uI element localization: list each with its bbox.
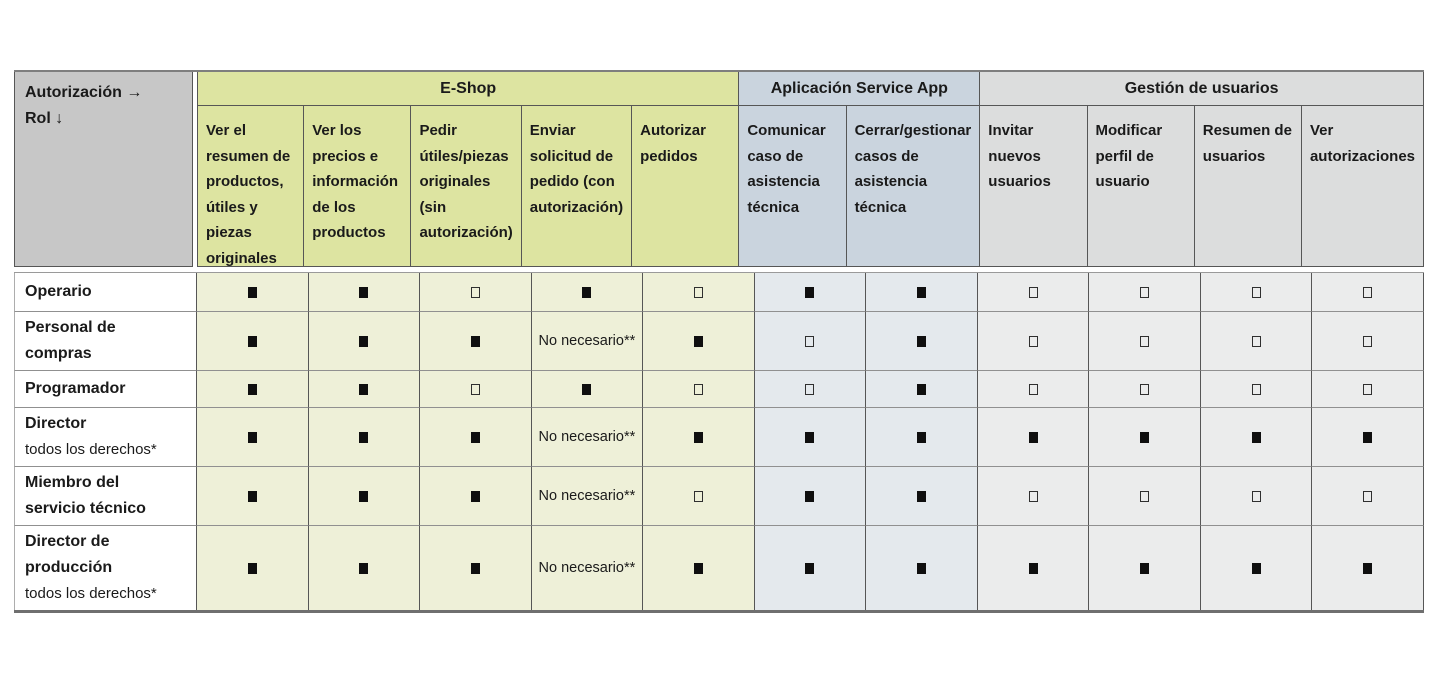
empty-checkbox-icon xyxy=(805,336,814,347)
empty-checkbox-icon xyxy=(1029,336,1038,347)
row-label-line: servicio técnico xyxy=(25,500,146,517)
corner-header-line: Rol ↓ xyxy=(25,110,64,127)
filled-checkbox-icon xyxy=(917,563,926,574)
matrix-cell xyxy=(866,408,978,467)
filled-checkbox-icon xyxy=(1252,432,1261,443)
matrix-cell xyxy=(1201,408,1313,467)
matrix-cell xyxy=(197,467,309,526)
empty-checkbox-icon xyxy=(1363,287,1372,298)
matrix-cell xyxy=(420,526,532,610)
matrix-cell xyxy=(866,273,978,312)
matrix-cell xyxy=(978,526,1090,610)
filled-checkbox-icon xyxy=(359,384,368,395)
row-label-line: Programador xyxy=(25,380,126,397)
matrix-cell xyxy=(309,273,421,312)
matrix-cell xyxy=(532,273,644,312)
empty-checkbox-icon xyxy=(1363,491,1372,502)
matrix-cell xyxy=(420,408,532,467)
matrix-cell xyxy=(1089,273,1201,312)
filled-checkbox-icon xyxy=(917,287,926,298)
filled-checkbox-icon xyxy=(1029,563,1038,574)
matrix-cell xyxy=(1089,408,1201,467)
matrix-cell xyxy=(532,467,644,526)
matrix-cell xyxy=(755,273,867,312)
matrix-cell xyxy=(532,312,644,371)
matrix-cell xyxy=(643,526,755,610)
filled-checkbox-icon xyxy=(471,432,480,443)
matrix-cell xyxy=(755,467,867,526)
matrix-cell xyxy=(866,312,978,371)
filled-checkbox-icon xyxy=(248,384,257,395)
filled-checkbox-icon xyxy=(248,287,257,298)
matrix-cell xyxy=(978,273,1090,312)
column-header: Modificar perfil de usuario xyxy=(1088,106,1195,267)
column-header: Cerrar/gestionar casos de asistencia técnica xyxy=(847,106,981,267)
empty-checkbox-icon xyxy=(1029,491,1038,502)
column-header: Resumen de usuarios xyxy=(1195,106,1302,267)
matrix-cell xyxy=(197,408,309,467)
empty-checkbox-icon xyxy=(471,384,480,395)
matrix-cell xyxy=(643,273,755,312)
matrix-cell xyxy=(643,408,755,467)
empty-checkbox-icon xyxy=(1252,384,1261,395)
table-body xyxy=(14,272,1424,613)
matrix-cell xyxy=(1201,273,1313,312)
matrix-cell xyxy=(197,371,309,408)
filled-checkbox-icon xyxy=(694,432,703,443)
not-necessary-text: No necesario** xyxy=(538,559,636,576)
not-necessary-text: No necesario** xyxy=(538,428,636,445)
row-label-line: Director xyxy=(25,415,87,432)
table-header xyxy=(14,70,1424,267)
matrix-cell xyxy=(420,273,532,312)
filled-checkbox-icon xyxy=(1252,563,1261,574)
row-label xyxy=(14,467,197,526)
matrix-cell xyxy=(420,371,532,408)
empty-checkbox-icon xyxy=(1140,384,1149,395)
filled-checkbox-icon xyxy=(471,491,480,502)
empty-checkbox-icon xyxy=(1363,336,1372,347)
filled-checkbox-icon xyxy=(359,491,368,502)
matrix-cell xyxy=(755,408,867,467)
filled-checkbox-icon xyxy=(471,563,480,574)
filled-checkbox-icon xyxy=(1029,432,1038,443)
empty-checkbox-icon xyxy=(1029,287,1038,298)
empty-checkbox-icon xyxy=(1252,491,1261,502)
matrix-cell xyxy=(1089,312,1201,371)
column-header: Pedir útiles/piezas originales (sin autorización) xyxy=(411,106,521,267)
matrix-cell xyxy=(1201,371,1313,408)
matrix-cell xyxy=(197,526,309,610)
matrix-cell xyxy=(978,408,1090,467)
matrix-cell xyxy=(866,526,978,610)
matrix-cell xyxy=(1201,526,1313,610)
row-label xyxy=(14,273,197,312)
filled-checkbox-icon xyxy=(805,287,814,298)
table-row xyxy=(14,371,1424,408)
matrix-cell xyxy=(532,408,644,467)
filled-checkbox-icon xyxy=(694,336,703,347)
matrix-cell xyxy=(978,467,1090,526)
matrix-cell xyxy=(643,467,755,526)
matrix-cell xyxy=(309,408,421,467)
empty-checkbox-icon xyxy=(1140,336,1149,347)
matrix-cell xyxy=(1312,312,1424,371)
column-header: Ver el resumen de productos, útiles y piezas originales xyxy=(197,106,304,267)
filled-checkbox-icon xyxy=(1140,432,1149,443)
corner-header-line: Autorización → xyxy=(25,84,143,101)
matrix-cell xyxy=(309,467,421,526)
matrix-cell xyxy=(532,526,644,610)
filled-checkbox-icon xyxy=(917,384,926,395)
matrix-cell xyxy=(309,371,421,408)
empty-checkbox-icon xyxy=(1363,384,1372,395)
filled-checkbox-icon xyxy=(248,432,257,443)
row-label xyxy=(14,371,197,408)
authorization-matrix-table xyxy=(14,70,1424,613)
filled-checkbox-icon xyxy=(359,287,368,298)
table-row xyxy=(14,408,1424,467)
matrix-cell xyxy=(197,312,309,371)
matrix-cell xyxy=(1089,371,1201,408)
filled-checkbox-icon xyxy=(471,336,480,347)
matrix-cell xyxy=(1312,371,1424,408)
matrix-cell xyxy=(866,467,978,526)
empty-checkbox-icon xyxy=(1029,384,1038,395)
matrix-cell xyxy=(420,467,532,526)
filled-checkbox-icon xyxy=(805,491,814,502)
row-label-line: compras xyxy=(25,345,92,362)
matrix-cell xyxy=(643,371,755,408)
filled-checkbox-icon xyxy=(917,491,926,502)
matrix-cell xyxy=(755,312,867,371)
row-label-note: todos los derechos* xyxy=(25,585,157,602)
empty-checkbox-icon xyxy=(1140,491,1149,502)
filled-checkbox-icon xyxy=(248,563,257,574)
filled-checkbox-icon xyxy=(805,432,814,443)
matrix-cell xyxy=(309,312,421,371)
matrix-cell xyxy=(1312,467,1424,526)
filled-checkbox-icon xyxy=(694,563,703,574)
table-row xyxy=(14,526,1424,610)
filled-checkbox-icon xyxy=(917,432,926,443)
filled-checkbox-icon xyxy=(805,563,814,574)
group-header-service: Aplicación Service App xyxy=(739,72,980,106)
filled-checkbox-icon xyxy=(1140,563,1149,574)
filled-checkbox-icon xyxy=(359,336,368,347)
row-label xyxy=(14,408,197,467)
empty-checkbox-icon xyxy=(694,287,703,298)
row-label-line: Personal de xyxy=(25,319,116,336)
column-header: Autorizar pedidos xyxy=(632,106,739,267)
empty-checkbox-icon xyxy=(1252,336,1261,347)
matrix-cell xyxy=(532,371,644,408)
matrix-cell xyxy=(643,312,755,371)
row-label-line: Director de xyxy=(25,533,110,550)
table-row xyxy=(14,467,1424,526)
not-necessary-text: No necesario** xyxy=(538,487,636,504)
row-label xyxy=(14,312,197,371)
not-necessary-text: No necesario** xyxy=(538,332,636,349)
row-label-note: todos los derechos* xyxy=(25,441,157,458)
empty-checkbox-icon xyxy=(694,384,703,395)
filled-checkbox-icon xyxy=(1363,563,1372,574)
filled-checkbox-icon xyxy=(359,432,368,443)
matrix-cell xyxy=(197,273,309,312)
matrix-cell xyxy=(866,371,978,408)
matrix-cell xyxy=(1312,408,1424,467)
matrix-cell xyxy=(1089,526,1201,610)
column-header: Ver los precios e información de los productos xyxy=(304,106,411,267)
empty-checkbox-icon xyxy=(1252,287,1261,298)
matrix-cell xyxy=(1312,273,1424,312)
filled-checkbox-icon xyxy=(248,491,257,502)
group-header-users: Gestión de usuarios xyxy=(980,72,1424,106)
filled-checkbox-icon xyxy=(582,287,591,298)
row-label-line: Operario xyxy=(25,283,92,300)
row-label-line: Miembro del xyxy=(25,474,120,491)
corner-header-cell xyxy=(14,72,193,267)
column-header: Comunicar caso de asistencia técnica xyxy=(739,106,846,267)
filled-checkbox-icon xyxy=(917,336,926,347)
filled-checkbox-icon xyxy=(582,384,591,395)
empty-checkbox-icon xyxy=(1140,287,1149,298)
matrix-cell xyxy=(1089,467,1201,526)
table-row xyxy=(14,273,1424,312)
matrix-cell xyxy=(978,312,1090,371)
matrix-cell xyxy=(755,371,867,408)
group-header-eshop: E-Shop xyxy=(197,72,739,106)
empty-checkbox-icon xyxy=(694,491,703,502)
column-header: Enviar solicitud de pedido (con autorización) xyxy=(522,106,632,267)
matrix-cell xyxy=(978,371,1090,408)
matrix-cell xyxy=(755,526,867,610)
filled-checkbox-icon xyxy=(1363,432,1372,443)
matrix-cell xyxy=(1201,312,1313,371)
matrix-cell xyxy=(1312,526,1424,610)
empty-checkbox-icon xyxy=(471,287,480,298)
row-label-line: producción xyxy=(25,559,113,576)
filled-checkbox-icon xyxy=(359,563,368,574)
column-header: Invitar nuevos usuarios xyxy=(980,106,1087,267)
filled-checkbox-icon xyxy=(248,336,257,347)
matrix-cell xyxy=(309,526,421,610)
matrix-cell xyxy=(420,312,532,371)
empty-checkbox-icon xyxy=(805,384,814,395)
row-label xyxy=(14,526,197,610)
table-row xyxy=(14,312,1424,371)
column-header: Ver autorizaciones xyxy=(1302,106,1424,267)
matrix-cell xyxy=(1201,467,1313,526)
